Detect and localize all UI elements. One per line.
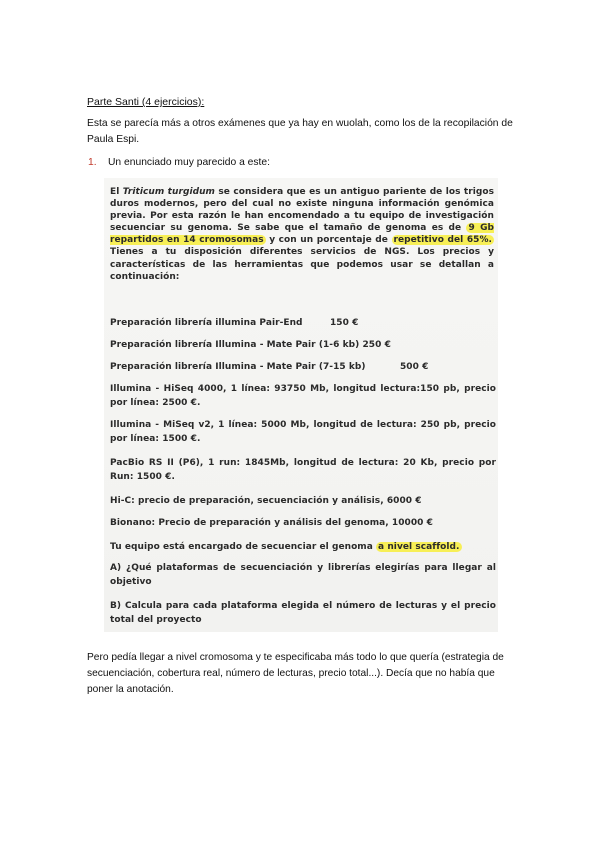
list-item-text: Un enunciado muy parecido a este: bbox=[108, 157, 270, 168]
question-a: A) ¿Qué plataformas de secuenciación y librerías elegirías para llegar al objetivo bbox=[110, 563, 496, 587]
list-item bbox=[87, 156, 527, 170]
platform-pacbio: PacBio RS II (P6), 1 run: 1845Mb, longitud de lectura: 20 Kb, precio por Run: 1500 €. bbox=[110, 458, 496, 482]
platform-hic: Hi-C: precio de preparación, secuenciación y análisis, 6000 € bbox=[110, 496, 422, 506]
library-pair-end-price: 150 € bbox=[330, 318, 359, 328]
task-statement: Tu equipo está encargado de secuenciar el genoma a nivel scaffold. bbox=[110, 542, 460, 552]
platform-hiseq: Illumina - HiSeq 4000, 1 línea: 93750 Mb, longitud lectura:150 pb, precio por línea: 2500 €. bbox=[110, 384, 496, 408]
highlight-scaffold: a nivel scaffold. bbox=[378, 542, 460, 552]
question-b: B) Calcula para cada plataforma elegida el número de lecturas y el precio total del proyecto bbox=[110, 601, 496, 625]
species-name: Triticum turgidum bbox=[122, 187, 215, 197]
library-mate-pair-long-price: 500 € bbox=[400, 362, 429, 372]
list-number: 1. bbox=[88, 157, 97, 168]
scanned-exam-image bbox=[104, 178, 498, 632]
section-heading: Parte Santi (4 ejercicios): bbox=[87, 96, 205, 108]
library-mate-pair-short: Preparación librería Illumina - Mate Pair (1-6 kb) 250 € bbox=[110, 340, 391, 350]
exam-statement: El Triticum turgidum se considera que es un antiguo pariente de los trigos duros modernos, pero del cual no existe ninguna información genómica previa. Por esta razón le han encomendado a tu equipo de investigación secuenciar su genoma. Se sabe que el tamaño de genoma es de 9 Gb repartidos en 14 cromosomas y con un porcentaje de repetitivo del 65%. Tienes a tu disposición diferentes servicios de NGS. Los precios y características de las herramientas que podemos usar se detallan a continuación: bbox=[110, 187, 494, 282]
intro-paragraph: Esta se parecía más a otros exámenes que ya hay en wuolah, como los de la recopilación de Paula Espi. bbox=[87, 118, 513, 145]
library-mate-pair-long: Preparación librería Illumina - Mate Pair (7-15 kb) 500 € bbox=[110, 362, 429, 372]
highlight-repetitive: repetitivo del 65%. bbox=[393, 235, 492, 246]
platform-bionano: Bionano: Precio de preparación y análisis del genoma, 10000 € bbox=[110, 518, 433, 528]
closing-paragraph: Pero pedía llegar a nivel cromosoma y te especificaba más todo lo que quería (estrategia de secuenciación, cobertura real, número de lecturas, precio total...). Decía que no había que poner la anotación. bbox=[87, 652, 504, 695]
platform-miseq: Illumina - MiSeq v2, 1 línea: 5000 Mb, longitud de lectura: 250 pb, precio por línea: 1500 €. bbox=[110, 420, 496, 444]
library-pair-end: Preparación librería illumina Pair-End 150 € bbox=[110, 318, 359, 328]
highlight-genome-size: 9 Gb repartidos en 14 cromosomas bbox=[110, 223, 494, 246]
